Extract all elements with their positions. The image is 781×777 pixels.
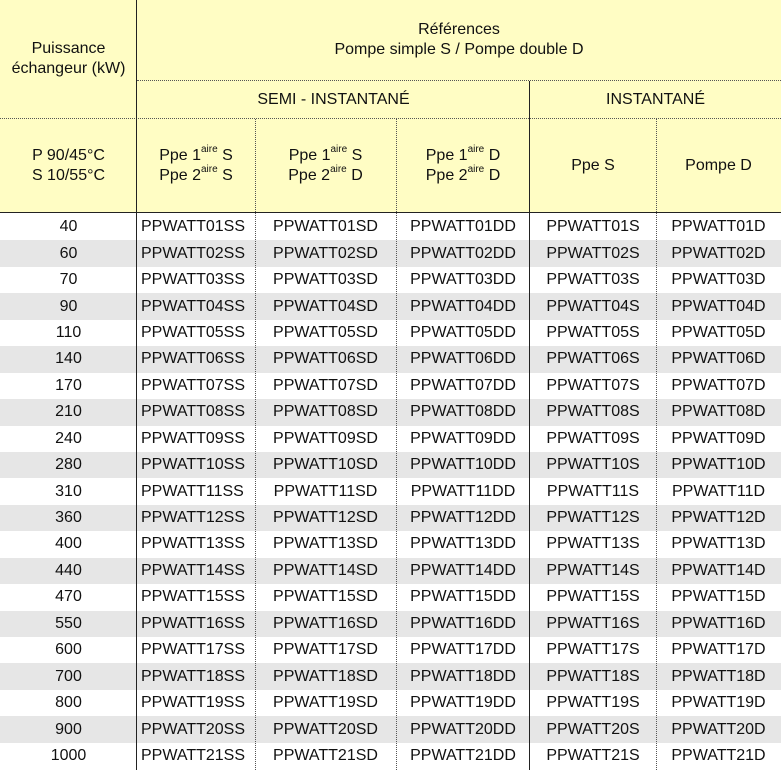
cell-s: PPWATT19S	[546, 694, 640, 712]
cell-dd: PPWATT10DD	[410, 456, 516, 474]
table-row	[0, 690, 781, 716]
cell-d: PPWATT17D	[671, 641, 766, 659]
col-sd-s1: aire	[330, 143, 348, 155]
cell-d: PPWATT10D	[671, 456, 766, 474]
cell-ss: PPWATT02SS	[141, 244, 246, 262]
col-ss-s1: aire	[201, 143, 218, 155]
col-dd-s2: aire	[467, 163, 485, 175]
cell-d: PPWATT11D	[671, 482, 766, 500]
divider	[137, 80, 781, 81]
cell-ss: PPWATT14SS	[141, 561, 246, 579]
table-row	[0, 346, 781, 372]
cell-s: PPWATT14S	[546, 561, 640, 579]
cell-power: 310	[55, 482, 82, 500]
cell-ss: PPWATT07SS	[141, 376, 246, 394]
divider	[396, 119, 397, 770]
cell-power: 40	[59, 218, 78, 236]
table-row	[0, 505, 781, 531]
cell-power: 600	[55, 641, 82, 659]
cell-ss: PPWATT17SS	[141, 641, 246, 659]
cell-power: 440	[55, 561, 82, 579]
cell-sd: PPWATT11SD	[273, 482, 378, 500]
cell-d: PPWATT03D	[671, 271, 766, 289]
col-s-label: Ppe S	[571, 157, 615, 174]
col-ss-t1: S	[217, 147, 233, 164]
cell-ss: PPWATT04SS	[141, 297, 246, 315]
col-ss-t2: S	[217, 167, 233, 184]
semi-instantane-label: SEMI - INSTANTANÉ	[257, 90, 410, 108]
cell-s: PPWATT01S	[546, 218, 640, 236]
cell-power: 900	[55, 720, 82, 738]
col-d-label: Pompe D	[685, 157, 752, 174]
cell-power: 1000	[50, 746, 87, 764]
divider	[656, 119, 657, 770]
cell-sd: PPWATT03SD	[273, 271, 378, 289]
table-row	[0, 267, 781, 293]
power-header-line1: Puissance	[31, 40, 106, 57]
table-row	[0, 452, 781, 478]
cell-power: 140	[55, 350, 82, 368]
cell-d: PPWATT16D	[671, 614, 766, 632]
table-body	[0, 214, 781, 769]
cell-s: PPWATT13S	[546, 535, 640, 553]
cell-ss: PPWATT12SS	[141, 509, 246, 527]
cell-sd: PPWATT13SD	[273, 535, 378, 553]
cell-d: PPWATT01D	[671, 218, 766, 236]
cell-dd: PPWATT12DD	[410, 509, 516, 527]
table-row	[0, 558, 781, 584]
table-row	[0, 531, 781, 557]
cell-d: PPWATT02D	[671, 244, 766, 262]
cell-dd: PPWATT16DD	[410, 614, 516, 632]
cell-d: PPWATT14D	[671, 561, 766, 579]
cell-dd: PPWATT19DD	[410, 694, 516, 712]
cell-ss: PPWATT01SS	[141, 218, 246, 236]
col-dd-t1: D	[484, 147, 501, 164]
table-row	[0, 426, 781, 452]
cell-d: PPWATT19D	[671, 694, 766, 712]
cell-power: 700	[55, 667, 82, 685]
cell-s: PPWATT16S	[546, 614, 640, 632]
references-title: Références	[418, 21, 500, 38]
cell-sd: PPWATT16SD	[273, 614, 378, 632]
col-ss-s2: aire	[201, 163, 218, 175]
table-row	[0, 399, 781, 425]
cell-power: 360	[55, 509, 82, 527]
divider	[0, 118, 781, 119]
cell-s: PPWATT09S	[546, 429, 640, 447]
table-row	[0, 637, 781, 663]
table-row	[0, 240, 781, 266]
cell-ss: PPWATT19SS	[141, 694, 246, 712]
cell-dd: PPWATT09DD	[410, 429, 516, 447]
cell-ss: PPWATT09SS	[141, 429, 246, 447]
cell-ss: PPWATT18SS	[141, 667, 246, 685]
cell-s: PPWATT11S	[546, 482, 640, 500]
table-row	[0, 373, 781, 399]
cell-s: PPWATT10S	[546, 456, 640, 474]
cell-power: 70	[59, 271, 78, 289]
instantane-label: INSTANTANÉ	[606, 90, 705, 108]
cell-dd: PPWATT21DD	[410, 746, 516, 764]
cell-sd: PPWATT10SD	[273, 456, 378, 474]
cell-d: PPWATT12D	[671, 509, 766, 527]
cell-sd: PPWATT15SD	[273, 588, 378, 606]
cell-power: 110	[55, 323, 82, 341]
power-header-line2: échangeur (kW)	[11, 60, 126, 77]
table-row	[0, 743, 781, 769]
table-row	[0, 584, 781, 610]
cell-ss: PPWATT03SS	[141, 271, 246, 289]
cell-sd: PPWATT09SD	[273, 429, 378, 447]
cell-sd: PPWATT12SD	[273, 509, 378, 527]
cell-power: 550	[55, 614, 82, 632]
cell-power: 210	[55, 403, 82, 421]
cell-s: PPWATT12S	[546, 509, 640, 527]
cell-ss: PPWATT10SS	[141, 456, 246, 474]
cell-s: PPWATT08S	[546, 403, 640, 421]
col-header-dd	[396, 119, 530, 213]
references-subtitle: Pompe simple S / Pompe double D	[334, 41, 584, 58]
cell-sd: PPWATT06SD	[273, 350, 378, 368]
table-row	[0, 663, 781, 689]
cell-d: PPWATT13D	[671, 535, 766, 553]
col-sd-s2: aire	[330, 163, 347, 175]
cell-dd: PPWATT13DD	[410, 535, 516, 553]
cell-dd: PPWATT04DD	[410, 297, 516, 315]
cell-dd: PPWATT07DD	[410, 376, 516, 394]
table-row	[0, 214, 781, 240]
conditions-secondary: S 10/55°C	[31, 167, 106, 184]
cell-dd: PPWATT03DD	[410, 271, 516, 289]
cell-d: PPWATT06D	[671, 350, 766, 368]
cell-d: PPWATT05D	[671, 323, 766, 341]
col-ss-l1: Ppe 1	[159, 147, 201, 164]
cell-sd: PPWATT04SD	[273, 297, 378, 315]
cell-sd: PPWATT17SD	[273, 641, 378, 659]
cell-dd: PPWATT11DD	[410, 482, 516, 500]
cell-sd: PPWATT01SD	[273, 218, 378, 236]
cell-ss: PPWATT15SS	[141, 588, 246, 606]
col-dd-l1: Ppe 1	[425, 147, 468, 164]
table-row	[0, 611, 781, 637]
cell-sd: PPWATT14SD	[273, 561, 378, 579]
conditions-primary: P 90/45°C	[32, 147, 105, 164]
conditions-header	[0, 119, 137, 213]
cell-dd: PPWATT20DD	[410, 720, 516, 738]
cell-power: 800	[55, 694, 82, 712]
cell-dd: PPWATT08DD	[410, 403, 516, 421]
cell-s: PPWATT18S	[546, 667, 640, 685]
cell-ss: PPWATT08SS	[141, 403, 246, 421]
header-bottom-border	[0, 212, 781, 213]
references-header	[137, 0, 781, 80]
col-ss-l2: Ppe 2	[159, 167, 201, 184]
cell-ss: PPWATT20SS	[141, 720, 246, 738]
cell-dd: PPWATT02DD	[410, 244, 516, 262]
cell-dd: PPWATT14DD	[410, 561, 516, 579]
cell-sd: PPWATT02SD	[273, 244, 378, 262]
cell-sd: PPWATT19SD	[273, 694, 378, 712]
col-sd-t2: D	[346, 167, 363, 184]
cell-s: PPWATT05S	[546, 323, 640, 341]
cell-d: PPWATT08D	[671, 403, 766, 421]
cell-dd: PPWATT06DD	[410, 350, 516, 368]
col-sd-t1: S	[347, 147, 363, 164]
cell-ss: PPWATT16SS	[141, 614, 246, 632]
table-row	[0, 293, 781, 319]
cell-power: 240	[55, 429, 82, 447]
cell-ss: PPWATT11SS	[141, 482, 244, 500]
divider	[136, 0, 137, 770]
cell-power: 280	[55, 456, 82, 474]
cell-power: 470	[55, 588, 82, 606]
cell-sd: PPWATT18SD	[273, 667, 378, 685]
cell-d: PPWATT15D	[671, 588, 766, 606]
cell-power: 60	[59, 244, 78, 262]
cell-ss: PPWATT05SS	[141, 323, 246, 341]
cell-sd: PPWATT05SD	[273, 323, 378, 341]
cell-d: PPWATT07D	[671, 376, 766, 394]
cell-sd: PPWATT08SD	[273, 403, 378, 421]
col-header-ss	[137, 119, 255, 213]
cell-s: PPWATT15S	[546, 588, 640, 606]
col-sd-l1: Ppe 1	[288, 147, 331, 164]
cell-s: PPWATT04S	[546, 297, 640, 315]
table-row	[0, 478, 781, 504]
cell-d: PPWATT04D	[671, 297, 766, 315]
col-dd-l2: Ppe 2	[425, 167, 468, 184]
cell-dd: PPWATT01DD	[410, 218, 516, 236]
table-row	[0, 320, 781, 346]
cell-s: PPWATT02S	[546, 244, 640, 262]
cell-d: PPWATT20D	[671, 720, 766, 738]
cell-dd: PPWATT15DD	[410, 588, 516, 606]
cell-ss: PPWATT06SS	[141, 350, 246, 368]
cell-d: PPWATT21D	[671, 746, 766, 764]
table-row	[0, 716, 781, 742]
cell-d: PPWATT18D	[671, 667, 766, 685]
col-dd-t2: D	[484, 167, 501, 184]
divider	[255, 119, 256, 770]
cell-d: PPWATT09D	[671, 429, 766, 447]
cell-power: 90	[59, 297, 78, 315]
col-header-sd	[255, 119, 396, 213]
cell-s: PPWATT17S	[546, 641, 640, 659]
col-sd-l2: Ppe 2	[288, 167, 331, 184]
cell-s: PPWATT07S	[546, 376, 640, 394]
cell-power: 170	[55, 376, 82, 394]
col-header-s	[530, 119, 656, 213]
instantane-header	[530, 81, 781, 118]
cell-sd: PPWATT21SD	[273, 746, 378, 764]
divider	[529, 81, 530, 770]
cell-dd: PPWATT17DD	[410, 641, 516, 659]
power-header	[0, 0, 137, 118]
cell-sd: PPWATT20SD	[273, 720, 378, 738]
cell-sd: PPWATT07SD	[273, 376, 378, 394]
cell-s: PPWATT21S	[546, 746, 640, 764]
cell-ss: PPWATT13SS	[141, 535, 246, 553]
cell-s: PPWATT03S	[546, 271, 640, 289]
cell-ss: PPWATT21SS	[141, 746, 246, 764]
col-header-d	[656, 119, 781, 213]
cell-power: 400	[55, 535, 82, 553]
semi-instantane-header	[137, 81, 530, 118]
col-dd-s1: aire	[467, 143, 485, 155]
cell-s: PPWATT06S	[546, 350, 640, 368]
cell-dd: PPWATT05DD	[410, 323, 516, 341]
cell-dd: PPWATT18DD	[410, 667, 516, 685]
cell-s: PPWATT20S	[546, 720, 640, 738]
